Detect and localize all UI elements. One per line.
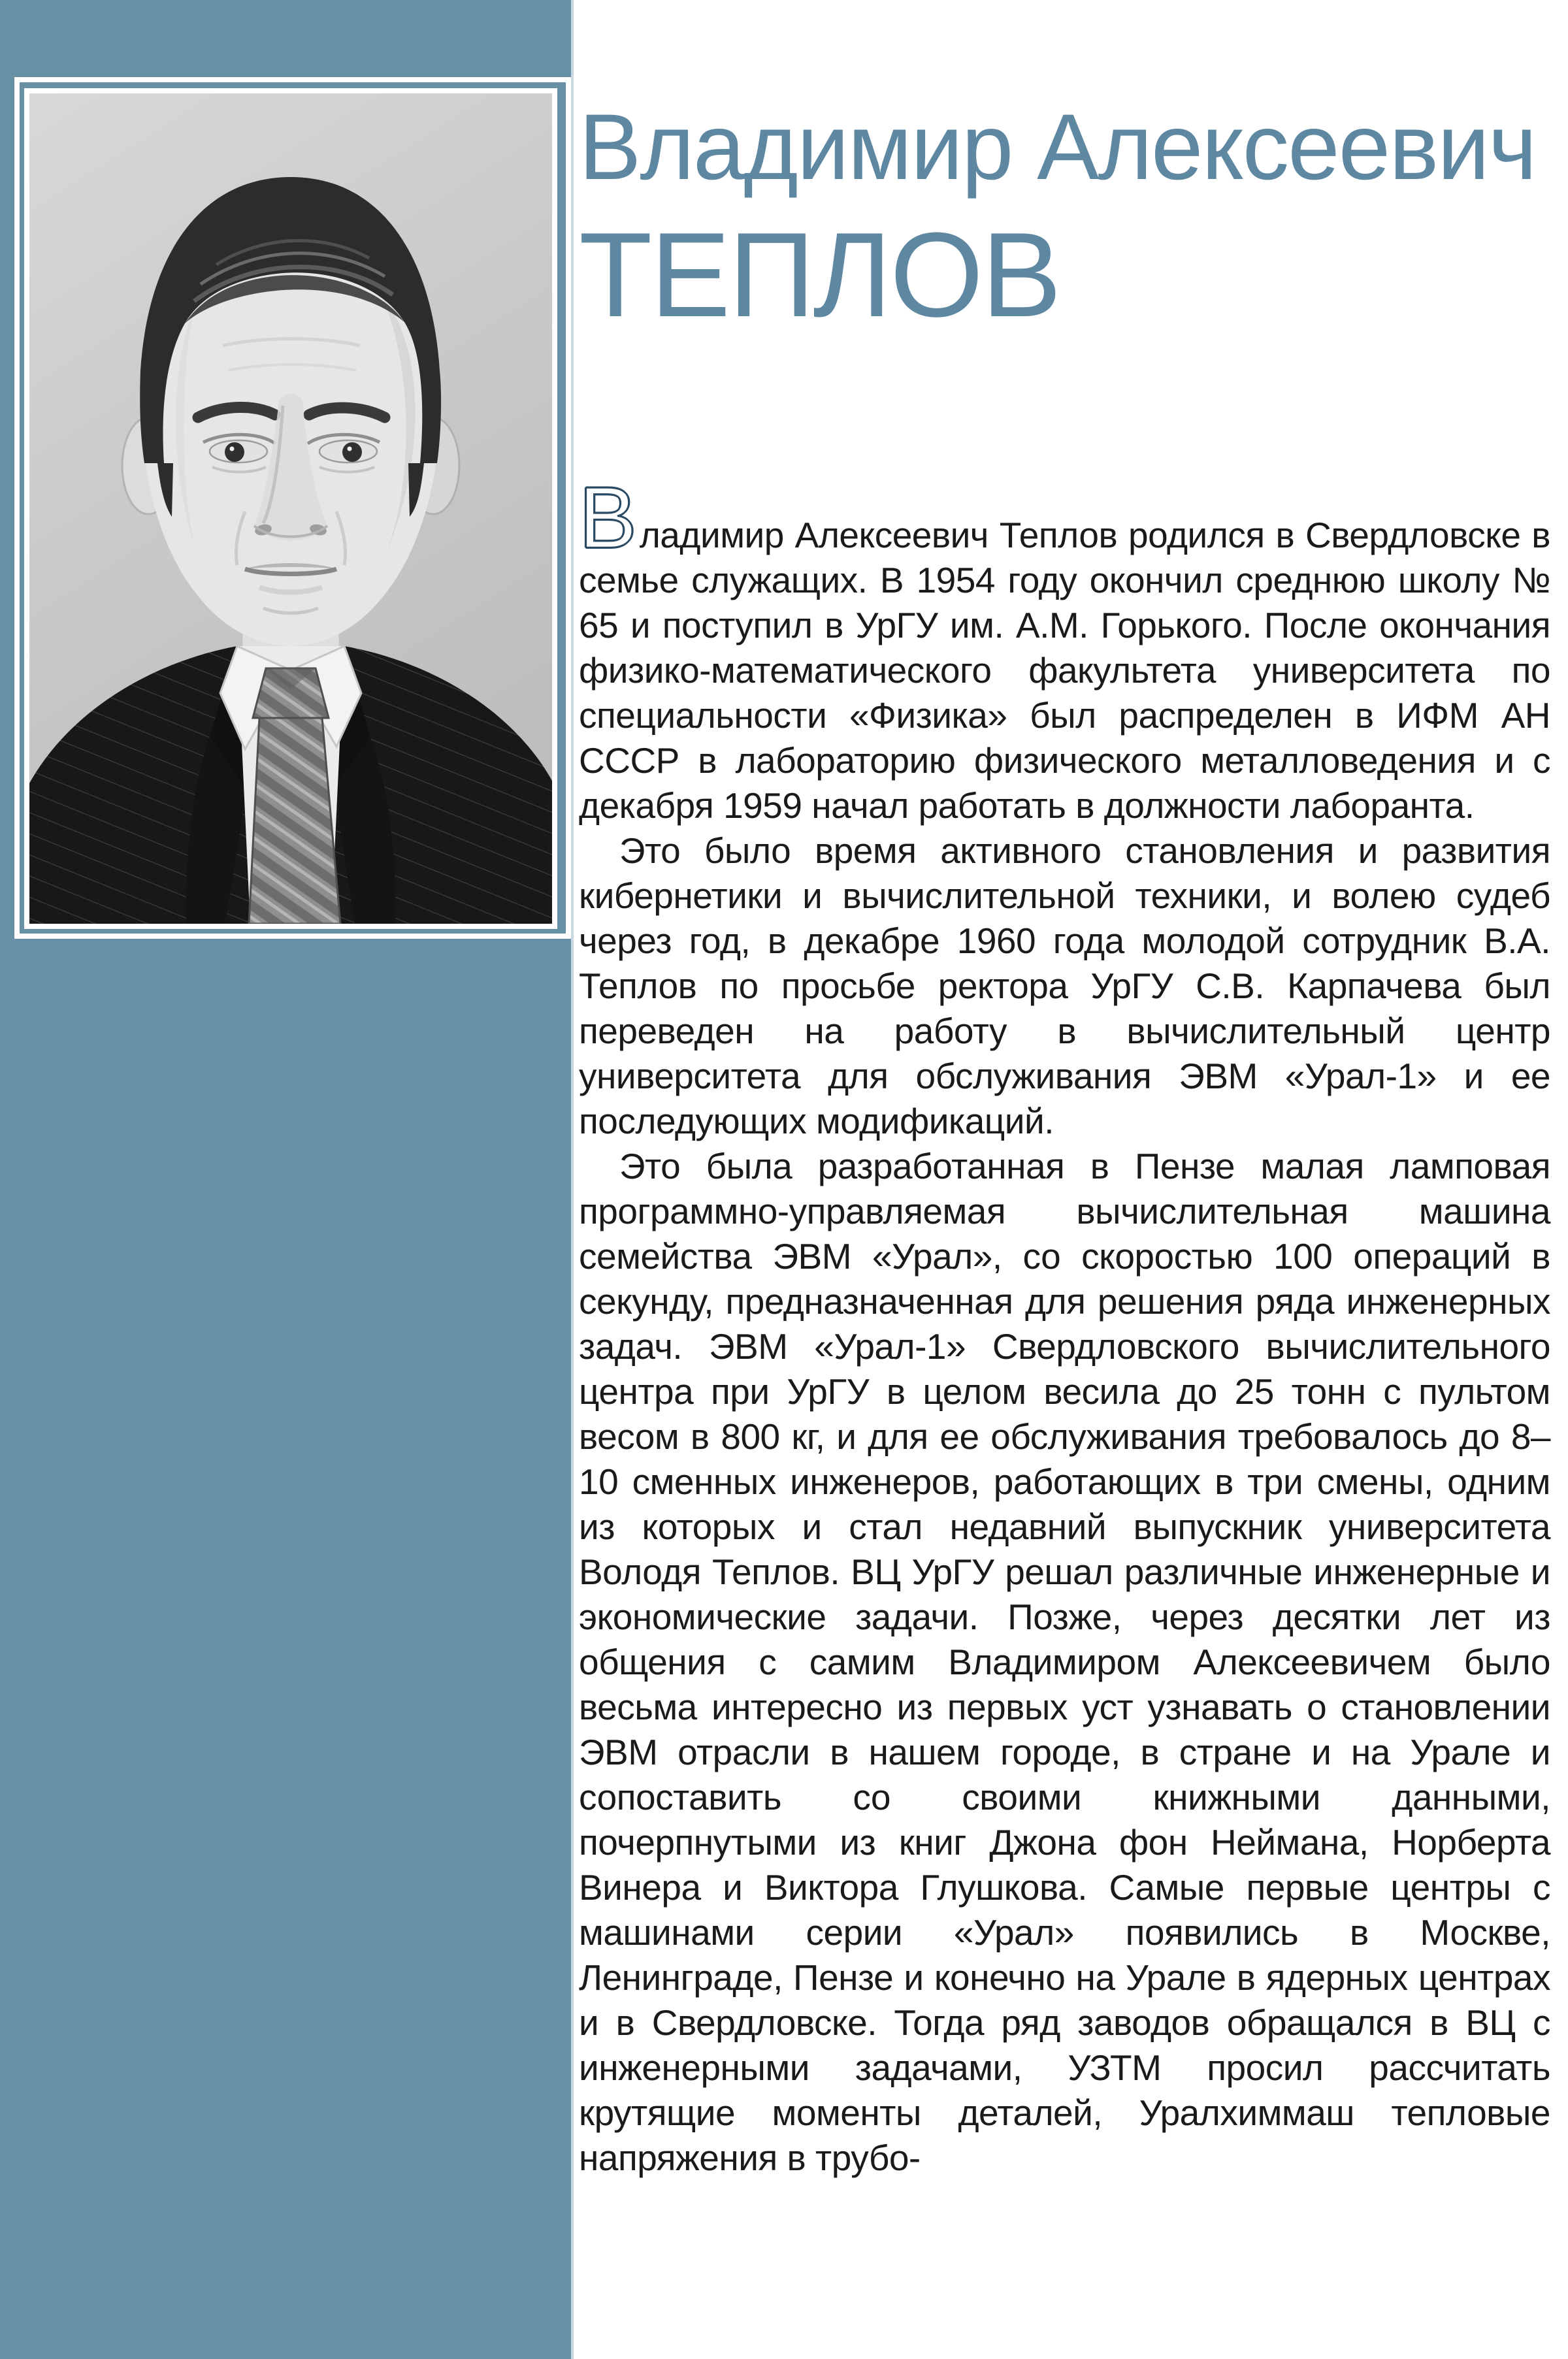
paragraph-1 bbox=[579, 470, 1550, 828]
portrait-photo bbox=[29, 93, 552, 924]
paragraph-1-text: ладимир Алексеевич Теплов родился в Свердловске в семье служащих. В 1954 году окончил среднюю школу № 65 и поступил в УрГУ им. А.М. Горького. После окончания физико-математического факультета университета по специальности «Физика» был распределен в ИФМ АН СССР в лабораторию физического металловедения и с декабря 1959 начал работать в должности лаборанта. bbox=[579, 515, 1550, 826]
paragraph-2: Это было время активного становления и развития кибернетики и вычислительной техники, и волею судеб через год, в декабре 1960 года молодой сотрудник В.А. Теплов по просьбе ректора УрГУ С.В. Карпачева был переведен на работу в вычислительный центр университета для обслуживания ЭВМ «Урал-1» и ее последующих модификаций. bbox=[579, 830, 1550, 1141]
raised-cap-letter: В bbox=[579, 470, 637, 566]
page-title bbox=[579, 95, 1550, 342]
sidebar bbox=[0, 0, 574, 2359]
paragraph-3: Это была разработанная в Пензе малая ламповая программно-управляемая вычислительная машина семейства ЭВМ «Урал», со скоростью 100 операций в секунду, предназначенная для решения ряда инженерных задач. ЭВМ «Урал-1» Свердловского вычислительного центра при УрГУ в целом весила до 25 тонн с пультом весом в 800 кг, и для ее обслуживания требовалось до 8–10 сменных инженеров, работающих в три смены, одним из которых и стал недавний выпускник университета Володя Теплов. ВЦ УрГУ решал различные инженерные и экономические задачи. Позже, через десятки лет из общения с самим Владимиром Алексеевичем было весьма интересно из первых уст узнавать о становлении ЭВМ отрасли в нашем городе, в стране и на Урале и сопоставить со своими книжными данными, почерпнутыми из книг Джона фон Неймана, Норберта Винера и Виктора Глушкова. Самые первые центры с машинами серии «Урал» появились в Москве, Ленинграде, Пензе и конечно на Урале в ядерных центрах и в Свердловске. Тогда ряд заводов обращался в ВЦ с инженерными задачами, УЗТМ просил рассчитать крутящие моменты деталей, Уралхиммаш тепловые напряжения в трубо- bbox=[579, 1146, 1550, 2178]
biography-text bbox=[579, 470, 1550, 2181]
main-content bbox=[579, 0, 1550, 2181]
photo-matte bbox=[24, 88, 557, 929]
page-title-first-patronymic: Владимир Алексеевич bbox=[579, 95, 1536, 199]
page-title-surname: ТЕПЛОВ bbox=[579, 207, 1060, 342]
